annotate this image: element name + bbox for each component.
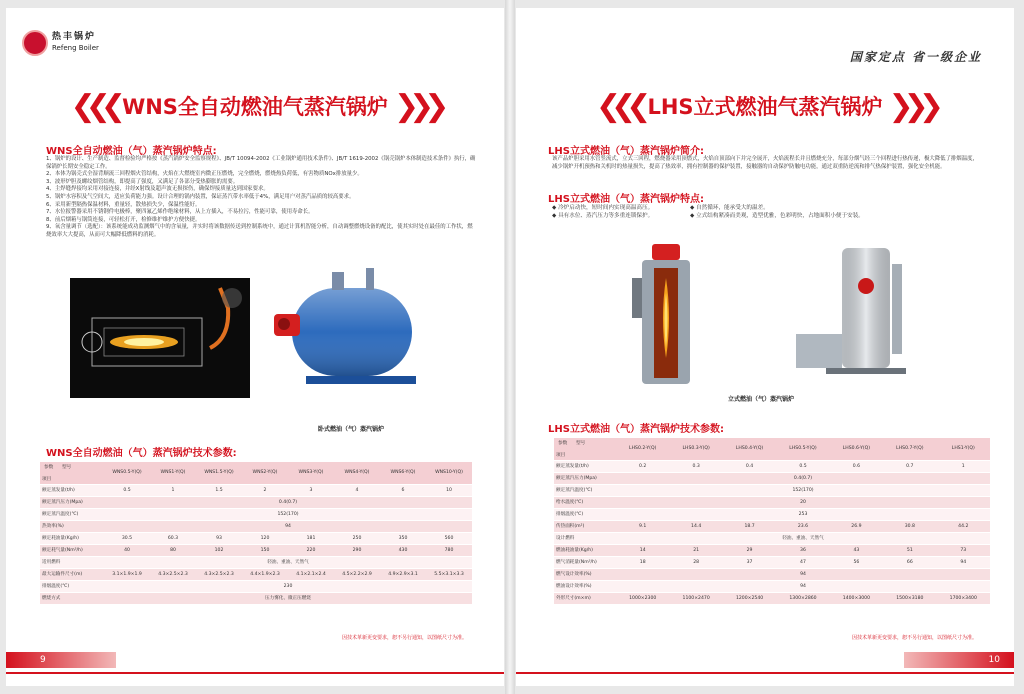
row-label-cell: 额定耗油量(Kg/h) (40, 532, 104, 544)
row-label-cell: 额定蒸发量(t/h) (40, 484, 104, 496)
table-cell: 80 (150, 544, 196, 556)
row-label-cell: 额定蒸汽压力(Mpa) (554, 472, 616, 484)
brand-name-cn: 热丰锅炉 (52, 32, 97, 42)
table-cell: 94 (104, 520, 472, 532)
right-features-heading: LHS立式燃油（气）蒸汽锅炉特点: (548, 194, 704, 205)
right-features-list (552, 204, 870, 220)
table-cell: 560 (426, 532, 472, 544)
model-header-cell: WNS2-Y(Q) (242, 462, 288, 484)
row-label-cell: 设计燃料 (554, 532, 616, 544)
right-title-band (516, 86, 1014, 126)
table-cell: 30.8 (883, 520, 936, 532)
table-cell: 29 (723, 544, 776, 556)
left-disclaimer: 因技术革新更变要求，恕不另行通知，以图纸尺寸为准。 (342, 635, 468, 641)
table-cell: 4.3×2.5×2.3 (150, 568, 196, 580)
table-cell: 0.2 (616, 460, 669, 472)
row-label-cell: 额定蒸发量(t/h) (554, 460, 616, 472)
table-cell: 1300×2860 (776, 592, 829, 604)
wns-params-table (40, 462, 472, 605)
model-header-cell: WNS0.5-Y(Q) (104, 462, 150, 484)
row-label-cell: 额定蒸汽温度(℃) (40, 508, 104, 520)
row-label-cell: 燃烧方式 (40, 592, 104, 604)
table-cell: 350 (380, 532, 426, 544)
table-cell: 1 (150, 484, 196, 496)
feature-item: 9、氧含量调节（选配）：该系统能成功监测烟气中的含氧量，并实时将该数据传送到控制系统中，通过计算机智能分析，自动调整燃烧设备的配比，使其实时处在最佳的工作状，燃烧效率大大提高，从而可大幅降低燃料的消耗。 (46, 224, 473, 238)
table-cell: 56 (830, 556, 883, 568)
row-label-cell: 给水温度(℃) (554, 496, 616, 508)
corner-label: 参数 (44, 465, 54, 470)
table-cell: 120 (242, 532, 288, 544)
chevron-left-icon: ❮❮❮ (70, 88, 117, 124)
table-row (554, 472, 990, 484)
table-row (554, 532, 990, 544)
right-page-number: 10 (904, 652, 1014, 668)
table-row (40, 592, 472, 604)
corner-label: 型号 (576, 441, 586, 446)
right-intro-heading: LHS立式燃油（气）蒸汽锅炉简介: (548, 146, 704, 157)
table-cell: 94 (616, 580, 990, 592)
table-cell: 4.4×1.9×2.3 (242, 568, 288, 580)
table-cell: 43 (830, 544, 883, 556)
table-row (554, 460, 990, 472)
table-cell: 47 (776, 556, 829, 568)
table-cell: 1500×3180 (883, 592, 936, 604)
table-cell: 430 (380, 544, 426, 556)
table-cell: 10 (426, 484, 472, 496)
row-label-cell: 传热面积(m²) (554, 520, 616, 532)
right-params-heading: LHS立式燃油（气）蒸汽锅炉技术参数: (548, 424, 724, 435)
row-label-cell: 最大运输件尺寸(m) (40, 568, 104, 580)
model-header-cell: WNS1.5-Y(Q) (196, 462, 242, 484)
table-row (554, 568, 990, 580)
right-bottom-rule (516, 672, 1014, 674)
table-cell: 3.1×1.9×1.9 (104, 568, 150, 580)
table-row (40, 508, 472, 520)
model-header-cell: LHS0.6-Y(Q) (830, 438, 883, 460)
feature-bullet: ◆ 具有水位、蒸汽压力等多重连锁保护。 (552, 213, 654, 219)
table-row (554, 556, 990, 568)
table-cell: 1200×2540 (723, 592, 776, 604)
right-intro-text: 该产品炉胆采用水管竖流式，立式三回程，燃烧器采用顶燃式，火焰自顶部向下并完全展开，火焰流程长并且燃烧充分，每部分烟气经三个回程进行热传递，极大降低了排烟温度，减少锅炉开机预热和关机时的热量损失，提高了热效率，拥有控制器的保护装置，接触器的自动保护防触电功能，通过双重防逆流和排气热保护装置，强化安全机能。 (552, 156, 978, 170)
table-cell: 152(170) (104, 508, 472, 520)
table-cell: 181 (288, 532, 334, 544)
horizontal-boiler-photo (270, 258, 442, 398)
feature-item: 7、水位报警器采用不锈钢件电极棒，聚四氟乙烯作绝缘材料，从上方插入，不易拉污，性能可靠，使用寿命长。 (46, 209, 314, 216)
model-header-cell: LHS0.5-Y(Q) (776, 438, 829, 460)
table-row (40, 520, 472, 532)
left-page-number: 9 (6, 652, 116, 668)
chevron-right-icon: ❯❯❯ (393, 88, 440, 124)
feature-item: 1、锅炉的设计、生产制造、监督检验均严格按《蒸汽锅炉安全监察规程》、JB/T 10094-2002《工业锅炉通用技术条件》、JB/T 1619-2002《锅壳锅炉本体制造技术条件》执行，确保锅炉长期安全稳定工作。 (46, 156, 476, 170)
table-cell: 102 (196, 544, 242, 556)
table-cell: 230 (104, 580, 472, 592)
table-row (40, 484, 472, 496)
table-cell: 0.7 (883, 460, 936, 472)
chevron-right-icon: ❯❯❯ (888, 88, 934, 124)
feature-item: 4、主焊缝焊接均采用对接连接，并经X射线及超声波无损探伤，确保焊接质量达到国家要求。 (46, 186, 269, 193)
table-cell: 37 (723, 556, 776, 568)
right-page-title: LHS立式燃油气蒸汽锅炉 (647, 95, 883, 119)
table-cell: 36 (776, 544, 829, 556)
model-header-cell: WNS3-Y(Q) (288, 462, 334, 484)
table-cell: 26.9 (830, 520, 883, 532)
row-label-cell: 热效率(%) (40, 520, 104, 532)
feature-item: 5、锅炉水容积及气空间大，适应负荷能力强。设计合理的锅内装置，保证蒸汽带水率低于4%，满足用户对蒸汽品质的较高要求。 (46, 193, 355, 200)
table-row (40, 544, 472, 556)
table-cell: 2 (242, 484, 288, 496)
table-cell: 6 (380, 484, 426, 496)
table-cell: 66 (883, 556, 936, 568)
feature-bullet: ◆ 冷炉启动快，短时间内实现高温高压。 (552, 205, 654, 211)
table-cell: 1.5 (196, 484, 242, 496)
table-cell: 14.4 (669, 520, 722, 532)
table-cell: 253 (616, 508, 990, 520)
table-cell: 0.4 (723, 460, 776, 472)
chevron-left-icon: ❮❮❮ (596, 88, 642, 124)
table-cell: 150 (242, 544, 288, 556)
model-header-cell: WNS10-Y(Q) (426, 462, 472, 484)
table-cell: 152(170) (616, 484, 990, 496)
row-label-cell: 燃油耗油量(Kg/h) (554, 544, 616, 556)
row-label-cell: 额定蒸汽温度(℃) (554, 484, 616, 496)
left-image-caption: 卧式燃油（气）蒸汽锅炉 (318, 426, 385, 433)
table-cell: 94 (616, 568, 990, 580)
table-cell: 4.5×2.2×2.9 (334, 568, 380, 580)
row-label-cell: 额定蒸汽压力(Mpa) (40, 496, 104, 508)
table-cell: 0.5 (776, 460, 829, 472)
table-cell: 0.6 (830, 460, 883, 472)
table-row (40, 496, 472, 508)
left-features-list (46, 156, 476, 240)
boiler-cutaway-diagram (70, 278, 250, 398)
brand-name-en: Refeng Boiler (52, 44, 99, 52)
corner-label: 项目 (556, 452, 566, 458)
table-cell: 28 (669, 556, 722, 568)
vertical-boiler-photo (786, 234, 936, 384)
table-cell: 21 (669, 544, 722, 556)
table-row (554, 580, 990, 592)
row-label-cell: 排烟温度(℃) (554, 508, 616, 520)
table-row (554, 520, 990, 532)
table-cell: 18 (616, 556, 669, 568)
table-cell: 250 (334, 532, 380, 544)
model-header-cell: LHS0.2-Y(Q) (616, 438, 669, 460)
table-cell: 4 (334, 484, 380, 496)
left-features-heading: WNS全自动燃油（气）蒸汽锅炉特点: (46, 146, 217, 157)
table-header-row (40, 462, 472, 484)
table-cell: 94 (937, 556, 990, 568)
lhs-params-table (554, 438, 990, 605)
table-cell: 4.1×2.1×2.4 (288, 568, 334, 580)
table-cell: 0.3 (669, 460, 722, 472)
table-cell: 93 (196, 532, 242, 544)
table-row (40, 532, 472, 544)
table-cell: 780 (426, 544, 472, 556)
table-cell: 23.6 (776, 520, 829, 532)
table-cell: 1700×3400 (937, 592, 990, 604)
feature-item: 8、前后烟箱与锅筒连接，可轻松打开，检修维护维护方便快捷。 (46, 216, 201, 223)
logo-emblem-icon (22, 30, 48, 56)
table-cell: 30.5 (104, 532, 150, 544)
page-gutter (505, 0, 515, 694)
table-cell: 73 (937, 544, 990, 556)
table-corner-cell (40, 462, 104, 484)
table-row (40, 580, 472, 592)
table-row (40, 556, 472, 568)
feature-bullet: ◆ 立式结构紧凑而美观，造型优雅，色彩明快，占地面积小便于安装。 (690, 213, 864, 219)
model-header-cell: WNS4-Y(Q) (334, 462, 380, 484)
table-cell: 14 (616, 544, 669, 556)
table-cell: 290 (334, 544, 380, 556)
row-label-cell: 排烟温度(℃) (40, 580, 104, 592)
feature-bullet: ◆ 自然循环，能承受大的温差。 (690, 205, 769, 211)
right-disclaimer: 因技术革新更变要求，恕不另行通知，以图纸尺寸为准。 (852, 635, 978, 641)
table-cell: 压力雾化、微正压燃烧 (104, 592, 472, 604)
table-cell: 1000×2300 (616, 592, 669, 604)
row-label-cell: 燃气消耗量(Nm³/h) (554, 556, 616, 568)
table-row (554, 508, 990, 520)
model-header-cell: LHS0.4-Y(Q) (723, 438, 776, 460)
table-cell: 40 (104, 544, 150, 556)
table-cell: 轻油、重油、天然气 (616, 532, 990, 544)
corner-label: 型号 (62, 465, 72, 470)
model-header-cell: WNS1-Y(Q) (150, 462, 196, 484)
row-label-cell: 燃气设计效率(%) (554, 568, 616, 580)
table-row (40, 568, 472, 580)
row-label-cell: 适用燃料 (40, 556, 104, 568)
table-cell: 0.5 (104, 484, 150, 496)
table-cell: 18.7 (723, 520, 776, 532)
right-image-caption: 立式燃油（气）蒸汽锅炉 (728, 396, 795, 403)
table-cell: 0.4(0.7) (104, 496, 472, 508)
table-corner-cell (554, 438, 616, 460)
row-label-cell: 外形尺寸(m×m) (554, 592, 616, 604)
table-row (554, 496, 990, 508)
table-cell: 轻油、重油、天然气 (104, 556, 472, 568)
model-header-cell: LHS1-Y(Q) (937, 438, 990, 460)
left-page (6, 8, 504, 686)
row-label-cell: 额定耗气量(Nm³/h) (40, 544, 104, 556)
table-cell: 0.4(0.7) (616, 472, 990, 484)
table-cell: 1100×2470 (669, 592, 722, 604)
left-title-band (6, 86, 504, 126)
corner-label: 项目 (42, 476, 52, 482)
table-cell: 1400×3000 (830, 592, 883, 604)
model-header-cell: LHS0.3-Y(Q) (669, 438, 722, 460)
row-label-cell: 燃油设计效率(%) (554, 580, 616, 592)
company-motto: 国家定点 省一级企业 (849, 50, 982, 64)
table-row (554, 484, 990, 496)
feature-item: 6、采用新型隔热保温材料，重量轻，散热损失少，保温性能好。 (46, 201, 201, 208)
feature-item: 3、波形炉胆及螺纹烟管结构，即提高了强度，又满足了各部分受热膨胀的需要。 (46, 178, 239, 185)
vertical-boiler-cutaway (632, 238, 702, 388)
table-cell: 4.9×2.9×3.1 (380, 568, 426, 580)
table-header-row (554, 438, 990, 460)
table-row (554, 544, 990, 556)
table-cell: 3 (288, 484, 334, 496)
corner-label: 参数 (558, 441, 568, 446)
table-cell: 9.1 (616, 520, 669, 532)
table-row (554, 592, 990, 604)
table-cell: 44.2 (937, 520, 990, 532)
table-cell: 20 (616, 496, 990, 508)
left-bottom-rule (6, 672, 504, 674)
table-cell: 1 (937, 460, 990, 472)
model-header-cell: LHS0.7-Y(Q) (883, 438, 936, 460)
table-cell: 51 (883, 544, 936, 556)
table-cell: 4.3×2.5×2.3 (196, 568, 242, 580)
left-page-title: WNS全自动燃油气蒸汽锅炉 (122, 95, 388, 119)
right-page (516, 8, 1014, 686)
left-params-heading: WNS全自动燃油（气）蒸汽锅炉技术参数: (46, 448, 237, 459)
table-cell: 220 (288, 544, 334, 556)
table-cell: 60.3 (150, 532, 196, 544)
model-header-cell: WNS6-Y(Q) (380, 462, 426, 484)
table-cell: 5.5×3.1×3.3 (426, 568, 472, 580)
feature-item: 2、本体为锅壳式全湿背顺流三回程烟火管结构，火焰在大燃烧室内微正压燃烧，完全燃烧，燃烧热负荷低，有害物质NOx排放量少。 (46, 171, 363, 178)
brand-logo (22, 30, 99, 56)
